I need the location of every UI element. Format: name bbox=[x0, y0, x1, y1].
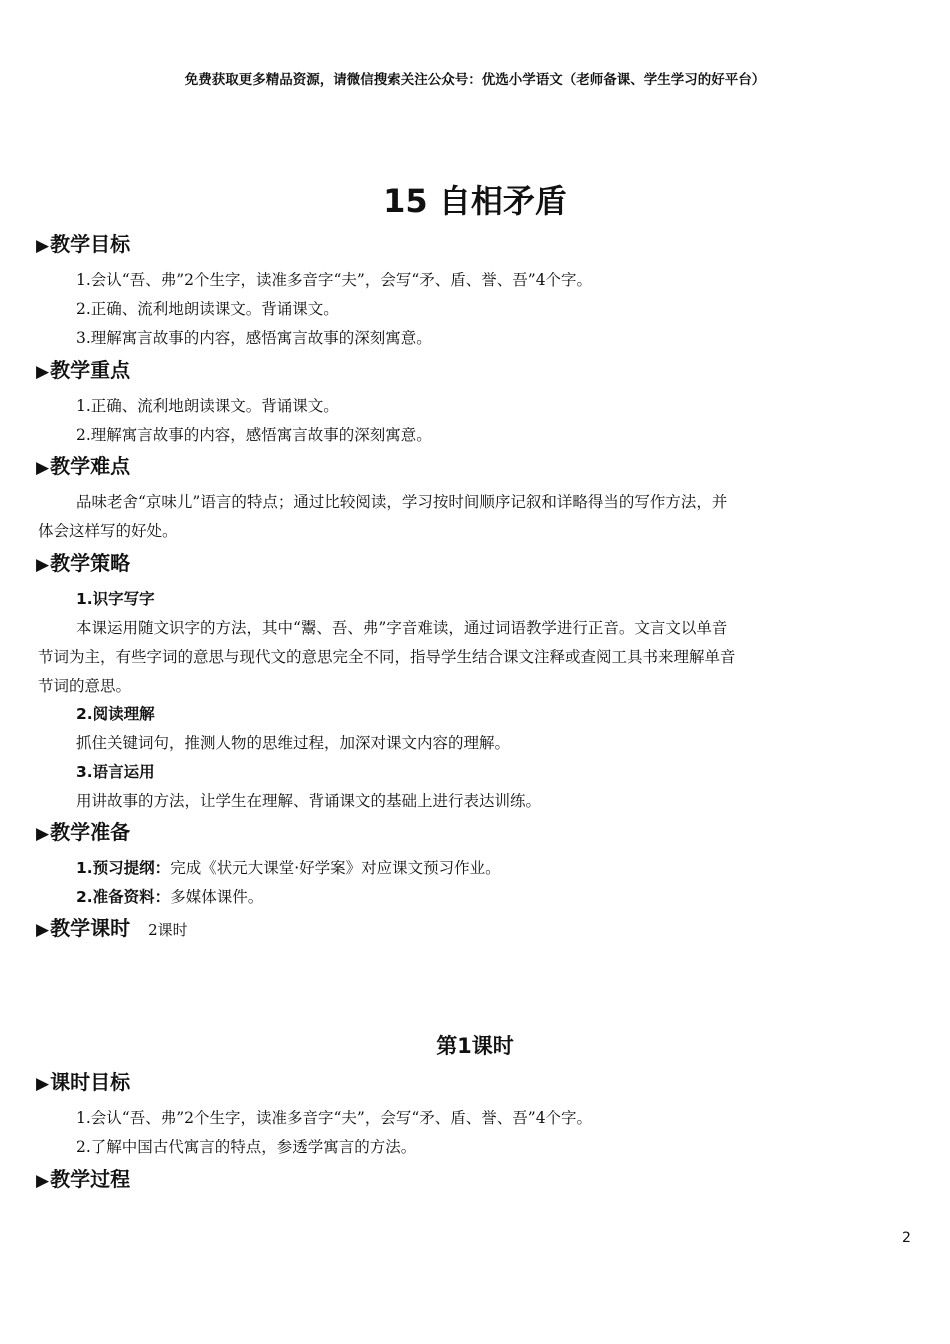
heading-process: ▶教学过程 bbox=[36, 1167, 131, 1191]
strategy-line: 节词为主，有些字词的意思与现代文的意思完全不同，指导学生结合课文注释或查阅工具书来理解单音 bbox=[38, 648, 736, 666]
prep-item: 2.准备资料：多媒体课件。 bbox=[76, 888, 264, 906]
triangle-icon: ▶ bbox=[36, 236, 50, 256]
prep-item: 1.预习提纲：完成《状元大课堂·好学案》对应课文预习作业。 bbox=[76, 859, 501, 877]
triangle-icon: ▶ bbox=[36, 1171, 50, 1191]
triangle-icon: ▶ bbox=[36, 362, 50, 382]
goal-item: 2.正确、流利地朗读课文。背诵课文。 bbox=[76, 300, 339, 318]
goal-item: 3.理解寓言故事的内容，感悟寓言故事的深刻寓意。 bbox=[76, 329, 432, 347]
lesson-goal-item: 2.了解中国古代寓言的特点，参透学寓言的方法。 bbox=[76, 1138, 417, 1156]
difficulty-line: 体会这样写的好处。 bbox=[38, 522, 178, 540]
heading-difficulty: ▶教学难点 bbox=[36, 454, 131, 478]
strategy-sub-title: 3.语言运用 bbox=[76, 763, 155, 781]
lesson-title: 第1课时 bbox=[436, 1034, 514, 1058]
page-number: 2 bbox=[902, 1230, 911, 1246]
page-title: 15 自相矛盾 bbox=[383, 182, 567, 220]
strategy-line: 用讲故事的方法，让学生在理解、背诵课文的基础上进行表达训练。 bbox=[76, 792, 542, 810]
strategy-sub-title: 2.阅读理解 bbox=[76, 705, 155, 723]
lesson-goal-item: 1.会认“吾、弗”2个生字，读准多音字“夫”，会写“矛、盾、誉、吾”4个字。 bbox=[76, 1109, 593, 1127]
goal-item: 1.会认“吾、弗”2个生字，读准多音字“夫”，会写“矛、盾、誉、吾”4个字。 bbox=[76, 271, 593, 289]
key-item: 2.理解寓言故事的内容，感悟寓言故事的深刻寓意。 bbox=[76, 426, 432, 444]
heading-goals: ▶教学目标 bbox=[36, 232, 131, 256]
heading-strategy: ▶教学策略 bbox=[36, 551, 131, 575]
strategy-line: 节词的意思。 bbox=[38, 677, 132, 695]
heading-key-points: ▶教学重点 bbox=[36, 358, 131, 382]
heading-preparation: ▶教学准备 bbox=[36, 820, 131, 844]
strategy-line: 本课运用随文识字的方法，其中“鬻、吾、弗”字音难读，通过词语教学进行正音。文言文以单音 bbox=[76, 619, 728, 637]
promo-banner: 免费获取更多精品资源，请微信搜索关注公众号：优选小学语文（老师备课、学生学习的好平台） bbox=[184, 72, 766, 88]
triangle-icon: ▶ bbox=[36, 1074, 50, 1094]
triangle-icon: ▶ bbox=[36, 555, 50, 575]
triangle-icon: ▶ bbox=[36, 458, 50, 478]
heading-class-hours: ▶教学课时 2课时 bbox=[36, 916, 188, 940]
triangle-icon: ▶ bbox=[36, 920, 50, 940]
strategy-line: 抓住关键词句，推测人物的思维过程，加深对课文内容的理解。 bbox=[76, 734, 511, 752]
difficulty-line: 品味老舍“京味儿”语言的特点；通过比较阅读，学习按时间顺序记叙和详略得当的写作方法，并 bbox=[76, 493, 728, 511]
strategy-sub-title: 1.识字写字 bbox=[76, 590, 155, 608]
triangle-icon: ▶ bbox=[36, 824, 50, 844]
heading-lesson-goals: ▶课时目标 bbox=[36, 1070, 131, 1094]
key-item: 1.正确、流利地朗读课文。背诵课文。 bbox=[76, 397, 339, 415]
class-hours-value: 2课时 bbox=[148, 921, 188, 939]
